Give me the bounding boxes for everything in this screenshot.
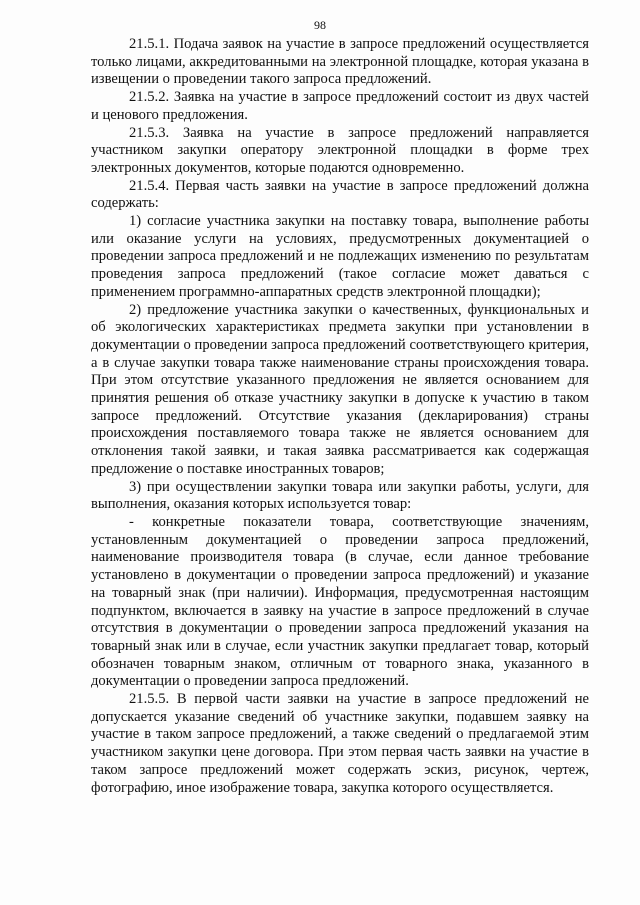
list-item-3: 3) при осуществлении закупки товара или закупки работы, услуги, для выполнения, оказания которых используется товар: (91, 478, 589, 513)
page-number: 98 (314, 18, 326, 32)
paragraph-21-5-3: 21.5.3. Заявка на участие в запросе предложений направляется участником закупки оператору электронной площадки в форме трех электронных документов, которые подаются одновременно. (91, 124, 589, 176)
list-item-3-subpoint: - конкретные показатели товара, соответствующие значениям, установленным документацией о проведении запроса предложений, наименование производителя товара (в случае, если данное требование установлено в документации о проведении запроса предложений) и указание на товарный знак (при наличии). Информация, предусмотренная настоящим подпунктом, включается в заявку на участие в запросе предложений в случае отсутствия в документации о проведении запроса предложений указания на товарный знак или в случае, если участник закупки предлагает товар, который обозначен товарным знаком, отличным от товарного знака, указанного в документации о проведении запроса предложений. (91, 513, 589, 690)
paragraph-21-5-1: 21.5.1. Подача заявок на участие в запросе предложений осуществляется только лицами, аккредитованными на электронной площадке, которая указана в извещении о проведении такого запроса предложений. (91, 36, 589, 88)
list-item-2: 2) предложение участника закупки о качественных, функциональных и об экологических характеристиках предмета закупки при установлении в документации о проведении запроса предложений соответствующего критерия, а в случае закупки товара также наименование страны происхождения товара. При этом отсутствие указанного предложения не является основанием для принятия решения об отказе участнику закупки в допуске к участию в таком запросе предложений. Отсутствие указания (декларирования) страны происхождения поставляемого товара также не является основанием для отклонения такой заявки, и такая заявка рассматривается как содержащая предложение о поставке иностранных товаров; (91, 301, 589, 477)
list-item-1: 1) согласие участника закупки на поставку товара, выполнение работы или оказание услуги на условиях, предусмотренных документацией о проведении запроса предложений и не подлежащих изменению по результатам проведения запроса предложений (такое согласие может даваться с применением программно-аппаратных средств электронной площадки); (91, 213, 589, 300)
paragraph-21-5-4: 21.5.4. Первая часть заявки на участие в запросе предложений должна содержать: (91, 177, 589, 212)
paragraph-21-5-5: 21.5.5. В первой части заявки на участие в запросе предложений не допускается указание сведений об участнике закупки, подавшем заявку на участие в таком запросе предложений, а также сведений о предлагаемой этим участником закупки цене договора. При этом первая часть заявки на участие в таком запросе предложений может содержать эскиз, рисунок, чертеж, фотографию, иное изображение товара, закупка которого осуществляется. (91, 691, 589, 796)
paragraph-21-5-2: 21.5.2. Заявка на участие в запросе предложений состоит из двух частей и ценового предложения. (91, 89, 589, 123)
document-body (91, 36, 589, 797)
